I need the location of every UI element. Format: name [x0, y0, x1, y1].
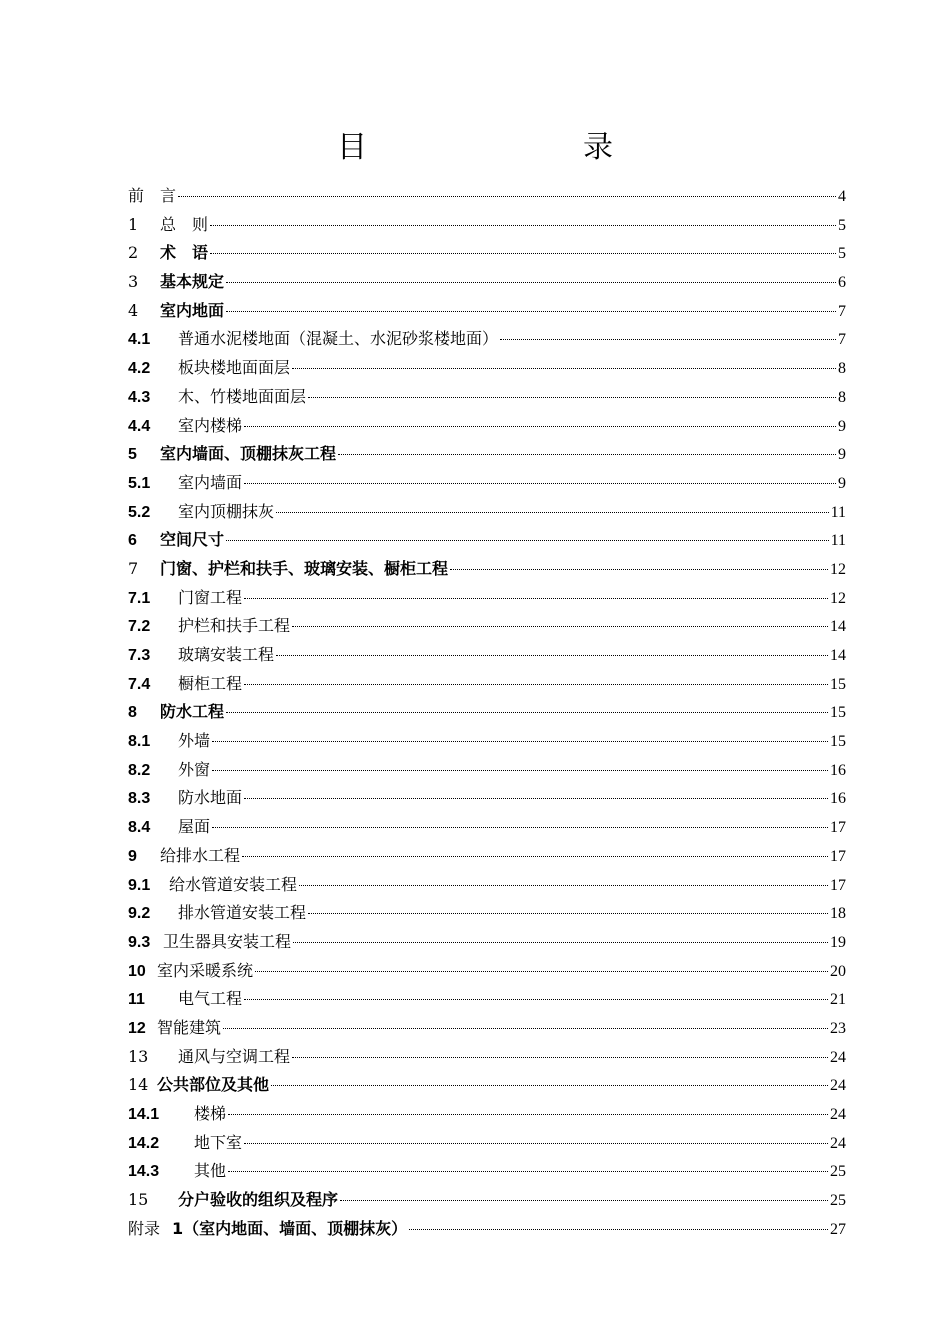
toc-entry-title: 外墙 — [178, 731, 211, 751]
toc-entry[interactable] — [128, 211, 846, 240]
toc-dot-leader — [242, 856, 828, 857]
toc-entry[interactable] — [128, 842, 846, 871]
toc-entry-page-number: 24 — [830, 1048, 846, 1066]
toc-entry-number: 8.3 — [128, 790, 151, 808]
toc-entry[interactable] — [128, 469, 846, 498]
toc-entry-title: 防水工程 — [160, 702, 225, 722]
toc-entry-title: 公共部位及其他 — [157, 1075, 270, 1095]
toc-entry-number: 15 — [128, 1190, 149, 1210]
toc-entry-title: 防水地面 — [178, 788, 243, 808]
toc-entry-number: 5 — [128, 446, 137, 464]
toc-entry-title: 分户验收的组织及程序 — [178, 1190, 339, 1210]
toc-entry-page-number: 5 — [838, 216, 846, 234]
toc-entry[interactable] — [128, 871, 846, 900]
toc-entry-number: 4.1 — [128, 331, 151, 349]
toc-entry-title: 空间尺寸 — [160, 530, 225, 550]
toc-entry-page-number: 15 — [830, 704, 846, 722]
toc-entry[interactable] — [128, 1186, 846, 1215]
toc-entry-page-number: 14 — [830, 618, 846, 636]
toc-entry[interactable] — [128, 670, 846, 699]
toc-dot-leader — [210, 225, 836, 226]
toc-entry-page-number: 12 — [830, 589, 846, 607]
toc-entry-number: 3 — [128, 272, 139, 292]
toc-entry-number: 11 — [128, 991, 145, 1009]
toc-entry-page-number: 17 — [830, 819, 846, 837]
page-title: 目 录 — [337, 130, 665, 165]
toc-dot-leader — [228, 1171, 828, 1172]
toc-entry-page-number: 20 — [830, 962, 846, 980]
toc-dot-leader — [292, 368, 836, 369]
toc-entry[interactable] — [128, 239, 846, 268]
toc-entry[interactable] — [128, 354, 846, 383]
toc-entry-title: 地下室 — [194, 1132, 243, 1152]
table-of-contents — [128, 182, 846, 1243]
toc-entry-page-number: 16 — [830, 790, 846, 808]
toc-entry-page-number: 7 — [838, 331, 846, 349]
toc-entry-title: 门窗、护栏和扶手、玻璃安装、橱柜工程 — [160, 558, 449, 578]
toc-entry-number: 14 — [128, 1075, 149, 1095]
toc-entry[interactable] — [128, 641, 846, 670]
toc-entry-page-number: 18 — [830, 905, 846, 923]
toc-entry[interactable] — [128, 928, 846, 957]
toc-entry-title: 橱柜工程 — [178, 673, 243, 693]
toc-entry[interactable] — [128, 985, 846, 1014]
toc-entry-number: 8.4 — [128, 819, 151, 837]
toc-entry-page-number: 25 — [830, 1163, 846, 1181]
toc-entry-title: 卫生器具安装工程 — [163, 931, 292, 951]
toc-dot-leader — [292, 626, 828, 627]
toc-entry-number: 10 — [128, 962, 146, 980]
toc-entry-title: 排水管道安装工程 — [178, 903, 307, 923]
toc-entry[interactable] — [128, 325, 846, 354]
toc-entry-page-number: 17 — [830, 876, 846, 894]
toc-entry-title: 其他 — [194, 1161, 227, 1181]
toc-entry-page-number: 11 — [830, 532, 846, 550]
toc-dot-leader — [226, 311, 836, 312]
toc-dot-leader — [223, 1028, 828, 1029]
toc-entry-page-number: 25 — [830, 1192, 846, 1210]
toc-entry-title: 屋面 — [178, 817, 211, 837]
toc-entry-page-number: 8 — [838, 388, 846, 406]
toc-dot-leader — [228, 1114, 828, 1115]
toc-entry-page-number: 19 — [830, 933, 846, 951]
toc-dot-leader — [244, 798, 828, 799]
toc-dot-leader — [212, 770, 828, 771]
toc-entry-number: 8 — [128, 704, 137, 722]
toc-dot-leader — [409, 1229, 828, 1230]
toc-entry[interactable] — [128, 698, 846, 727]
toc-entry[interactable] — [128, 412, 846, 441]
toc-entry-page-number: 15 — [830, 675, 846, 693]
toc-dot-leader — [276, 512, 829, 513]
toc-entry-title: 室内墙面、顶棚抹灰工程 — [160, 444, 337, 464]
toc-entry-page-number: 9 — [838, 417, 846, 435]
toc-dot-leader — [226, 540, 829, 541]
toc-dot-leader — [338, 454, 836, 455]
toc-entry[interactable] — [128, 182, 846, 211]
toc-entry[interactable] — [128, 1014, 846, 1043]
toc-dot-leader — [226, 282, 836, 283]
toc-entry-title: 室内顶棚抹灰 — [178, 501, 275, 521]
toc-entry-title: 外窗 — [178, 759, 211, 779]
toc-entry[interactable] — [128, 1157, 846, 1186]
toc-entry-page-number: 24 — [830, 1134, 846, 1152]
toc-dot-leader — [244, 999, 828, 1000]
toc-entry-title: 楼梯 — [194, 1104, 227, 1123]
toc-dot-leader — [255, 971, 828, 972]
toc-dot-leader — [212, 827, 828, 828]
toc-entry-page-number: 4 — [838, 188, 846, 205]
toc-entry[interactable] — [128, 526, 846, 555]
toc-entry-number: 8.2 — [128, 761, 151, 779]
toc-entry-page-number: 7 — [838, 302, 846, 320]
toc-entry-number: 4.3 — [128, 388, 151, 406]
toc-entry-number: 6 — [128, 532, 137, 550]
toc-entry-page-number: 14 — [830, 647, 846, 664]
toc-entry-number: 13 — [128, 1046, 149, 1066]
toc-entry-number: 5.1 — [128, 474, 151, 492]
toc-entry-title: 木、竹楼地面面层 — [178, 386, 307, 406]
toc-dot-leader — [244, 1143, 828, 1144]
toc-dot-leader — [293, 942, 828, 943]
toc-dot-leader — [244, 483, 836, 484]
toc-dot-leader — [210, 253, 836, 254]
toc-entry[interactable] — [128, 1071, 846, 1100]
toc-entry-number: 7 — [128, 558, 139, 578]
toc-entry-page-number: 9 — [838, 446, 846, 464]
toc-entry-title: 室内采暖系统 — [157, 960, 254, 980]
toc-dot-leader — [244, 598, 828, 599]
toc-entry[interactable] — [128, 268, 846, 297]
toc-entry[interactable] — [128, 297, 846, 326]
toc-entry-number: 7.2 — [128, 618, 151, 636]
toc-entry-page-number: 6 — [838, 274, 846, 292]
toc-entry-number: 8.1 — [128, 733, 151, 751]
toc-entry-number: 14.2 — [128, 1134, 160, 1152]
toc-entry[interactable] — [128, 957, 846, 986]
toc-entry-number: 14.1 — [128, 1106, 160, 1123]
toc-entry-number: 7.3 — [128, 647, 151, 664]
toc-entry-number: 附录 — [128, 1218, 161, 1238]
toc-dot-leader — [178, 196, 836, 197]
toc-entry-page-number: 21 — [830, 991, 846, 1009]
toc-entry-page-number: 5 — [838, 245, 846, 263]
toc-entry-number: 9.3 — [128, 933, 151, 951]
toc-entry-page-number: 23 — [830, 1019, 846, 1037]
toc-entry-number: 9.2 — [128, 905, 151, 923]
toc-entry-title: 言 — [160, 186, 177, 205]
toc-entry-page-number: 24 — [830, 1106, 846, 1123]
toc-dot-leader — [500, 339, 836, 340]
toc-entry[interactable] — [128, 756, 846, 785]
toc-entry[interactable] — [128, 813, 846, 842]
toc-dot-leader — [340, 1200, 828, 1201]
toc-entry-number: 5.2 — [128, 503, 151, 521]
toc-dot-leader — [226, 712, 828, 713]
toc-entry-title: 总 则 — [160, 214, 209, 234]
toc-entry-page-number: 8 — [838, 360, 846, 378]
toc-entry-number: 前 — [128, 186, 145, 205]
toc-entry-page-number: 27 — [830, 1220, 846, 1238]
toc-entry-title: 术 语 — [160, 243, 209, 263]
toc-entry-title: 智能建筑 — [157, 1017, 222, 1037]
toc-entry-page-number: 9 — [838, 474, 846, 492]
toc-entry-title: 室内地面 — [160, 300, 225, 320]
toc-entry-title: 板块楼地面面层 — [178, 358, 291, 378]
toc-entry[interactable] — [128, 383, 846, 412]
toc-dot-leader — [308, 913, 828, 914]
toc-dot-leader — [212, 741, 828, 742]
toc-entry-page-number: 16 — [830, 761, 846, 779]
toc-entry-title: 基本规定 — [160, 272, 225, 292]
toc-entry-number: 4.2 — [128, 360, 151, 378]
toc-entry-number: 9 — [128, 847, 137, 865]
toc-entry[interactable] — [128, 498, 846, 527]
toc-entry[interactable] — [128, 899, 846, 928]
toc-entry-page-number: 15 — [830, 733, 846, 751]
toc-entry-title: 普通水泥楼地面（混凝土、水泥砂浆楼地面） — [178, 329, 499, 349]
toc-entry-title: 电气工程 — [178, 989, 243, 1009]
toc-entry-title: 1（室内地面、墙面、顶棚抹灰） — [172, 1218, 408, 1238]
toc-dot-leader — [271, 1085, 828, 1086]
toc-dot-leader — [450, 569, 828, 570]
toc-entry[interactable] — [128, 555, 846, 584]
toc-entry[interactable] — [128, 1100, 846, 1129]
toc-dot-leader — [244, 426, 836, 427]
toc-dot-leader — [292, 1057, 828, 1058]
toc-entry-title: 护栏和扶手工程 — [178, 616, 291, 636]
toc-entry-number: 7.4 — [128, 675, 151, 693]
toc-dot-leader — [244, 684, 828, 685]
toc-entry-page-number: 17 — [830, 847, 846, 865]
toc-entry-title: 室内楼梯 — [178, 415, 243, 435]
toc-entry-number: 4 — [128, 300, 139, 320]
toc-entry-number: 9.1 — [128, 876, 151, 894]
toc-entry-title: 通风与空调工程 — [178, 1046, 291, 1066]
toc-entry-title: 给排水工程 — [160, 845, 241, 865]
toc-entry[interactable] — [128, 784, 846, 813]
toc-entry-number: 12 — [128, 1019, 146, 1037]
toc-entry-number: 4.4 — [128, 417, 151, 435]
toc-entry-title: 给水管道安装工程 — [169, 874, 298, 894]
toc-entry[interactable] — [128, 440, 846, 469]
toc-entry[interactable] — [128, 727, 846, 756]
toc-entry[interactable] — [128, 1129, 846, 1158]
toc-entry-title: 玻璃安装工程 — [178, 645, 275, 664]
toc-entry-number: 2 — [128, 243, 139, 263]
toc-entry-title: 门窗工程 — [178, 587, 243, 607]
toc-entry-number: 7.1 — [128, 589, 151, 607]
toc-entry-title: 室内墙面 — [178, 472, 243, 492]
toc-dot-leader — [276, 655, 828, 656]
toc-entry-number: 14.3 — [128, 1163, 160, 1181]
toc-entry[interactable] — [128, 1215, 846, 1244]
toc-entry[interactable] — [128, 584, 846, 613]
toc-dot-leader — [299, 885, 828, 886]
toc-entry[interactable] — [128, 612, 846, 641]
toc-entry-page-number: 24 — [830, 1077, 846, 1095]
toc-entry-page-number: 11 — [830, 503, 846, 521]
toc-entry[interactable] — [128, 1043, 846, 1072]
toc-entry-page-number: 12 — [830, 560, 846, 578]
toc-entry-number: 1 — [128, 214, 139, 234]
toc-dot-leader — [308, 397, 836, 398]
